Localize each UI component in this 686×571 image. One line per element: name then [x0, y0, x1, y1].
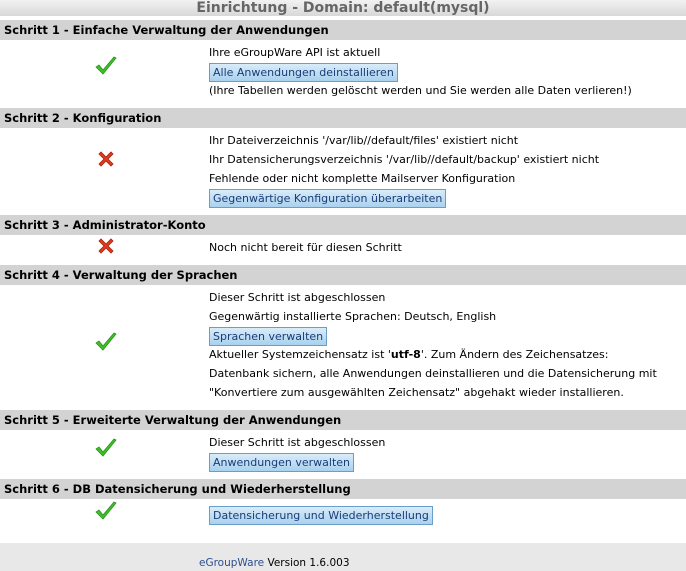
step4-body: [0, 285, 686, 406]
footer-version: eGroupWare Version 1.6.003: [199, 557, 350, 569]
backup-restore-button[interactable]: Datensicherung und Wiederherstellung: [209, 506, 433, 525]
step3-status-text: Noch nicht bereit für diesen Schritt: [209, 241, 402, 254]
charset-value: utf-8: [390, 348, 421, 361]
backup-dir-warning: Ihr Datensicherungsverzeichnis '/var/lib//default/backup' existiert nicht: [209, 153, 600, 166]
check-icon: [94, 499, 118, 523]
step3-header: Schritt 3 - Administrator-Konto: [0, 215, 686, 235]
charset-instructions-2: "Konvertiere zum ausgewählten Zeichensatz" abgehakt wieder installieren.: [209, 386, 624, 399]
check-icon: [94, 54, 118, 78]
step5-header: Schritt 5 - Erweiterte Verwaltung der Anwendungen: [0, 410, 686, 430]
mailserver-warning: Fehlende oder nicht komplette Mailserver Konfiguration: [209, 172, 516, 185]
step1-status-text: Ihre eGroupWare API ist aktuell: [209, 46, 381, 59]
manage-applications-button[interactable]: Anwendungen verwalten: [209, 453, 354, 472]
egroupware-link[interactable]: eGroupWare: [199, 557, 265, 569]
charset-instructions-1: Datenbank sichern, alle Anwendungen deinstallieren und die Datensicherung mit: [209, 367, 657, 380]
step4-header: Schritt 4 - Verwaltung der Sprachen: [0, 265, 686, 285]
step5-status-text: Dieser Schritt ist abgeschlossen: [209, 436, 386, 449]
charset-text: Aktueller Systemzeichensatz ist 'utf-8'. Zum Ändern des Zeichensatzes:: [209, 348, 609, 361]
step6-header: Schritt 6 - DB Datensicherung und Wiederherstellung: [0, 479, 686, 499]
page-title: Einrichtung - Domain: default(mysql): [0, 0, 686, 16]
edit-config-button[interactable]: Gegenwärtige Konfiguration überarbeiten: [209, 189, 446, 208]
step3-body: [0, 235, 686, 261]
manage-languages-button[interactable]: Sprachen verwalten: [209, 327, 327, 346]
step1-header: Schritt 1 - Einfache Verwaltung der Anwendungen: [0, 20, 686, 40]
step1-warning-text: (Ihre Tabellen werden gelöscht werden und Sie werden alle Daten verlieren!): [209, 84, 632, 97]
step4-status-text: Dieser Schritt ist abgeschlossen: [209, 291, 386, 304]
step5-body: [0, 430, 686, 475]
cross-icon: [96, 236, 116, 256]
step6-body: [0, 499, 686, 528]
step1-body: [0, 40, 686, 104]
files-dir-warning: Ihr Dateiverzeichnis '/var/lib//default/files' existiert nicht: [209, 134, 519, 147]
check-icon: [94, 330, 118, 354]
cross-icon: [96, 149, 116, 169]
uninstall-all-button[interactable]: Alle Anwendungen deinstallieren: [209, 63, 398, 82]
step2-body: [0, 128, 686, 211]
footer: [0, 543, 686, 571]
step2-header: Schritt 2 - Konfiguration: [0, 108, 686, 128]
check-icon: [94, 436, 118, 460]
installed-languages-text: Gegenwärtig installierte Sprachen: Deutsch, English: [209, 310, 497, 323]
